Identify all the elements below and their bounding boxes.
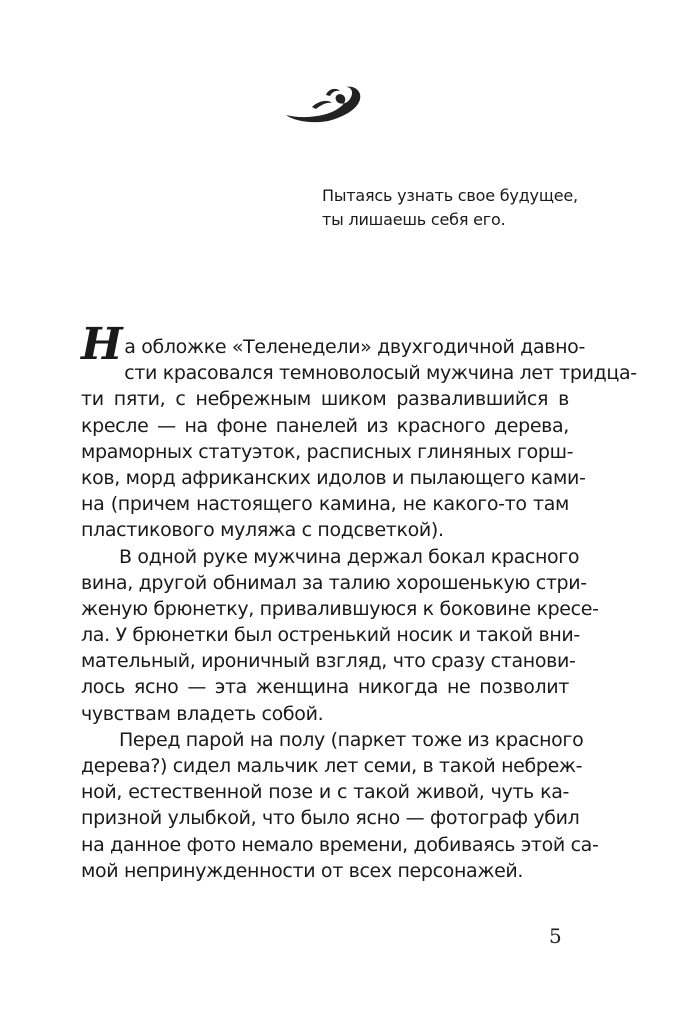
text-line: на данное фото немало времени, добиваясь этой са-: [81, 833, 599, 856]
text-line: ной, естественной позе и с такой живой, чуть ка-: [81, 781, 569, 804]
text-line: а обложке «Теленедели» двухгодичной давно-: [124, 336, 585, 358]
text-line: ков, морд африканских идолов и пылающего ками-: [81, 466, 586, 489]
chapter-body: [81, 319, 637, 884]
text-line: чувствам владеть собой.: [81, 702, 324, 725]
text-line: мательный, ироничный взгляд, что сразу станови-: [81, 650, 576, 673]
paragraph-1: [81, 319, 637, 544]
page-number: 5: [549, 924, 562, 948]
drop-cap: Н: [81, 319, 123, 370]
epigraph: [322, 184, 622, 232]
text-line: мраморных статуэток, расписных глиняных горш-: [81, 440, 574, 463]
text-line: призной улыбкой, что было ясно — фотограф убил: [81, 807, 580, 830]
text-line: ла. У брюнетки был остренький носик и такой вни-: [81, 624, 580, 647]
paragraph-2: [81, 544, 599, 727]
text-line: сти красовался темноволосый мужчина лет тридца-: [124, 362, 637, 385]
text-line: Перед парой на полу (паркет тоже из красного: [119, 728, 584, 751]
text-line: на (причем настоящего камина, не какого-то там: [81, 493, 569, 516]
text-line: кресле — на фоне панелей из красного дерева,: [81, 414, 569, 437]
swirl-ornament-icon: [282, 83, 364, 125]
text-line: женую брюнетку, привалившуюся к боковине кресе-: [81, 597, 599, 620]
text-line: дерева?) сидел мальчик лет семи, в такой небреж-: [81, 755, 583, 777]
paragraph-3: [81, 727, 599, 884]
epigraph-line: Пытаясь узнать свое будущее,: [322, 186, 578, 205]
text-line: ти пяти, с небрежным шиком развалившийся в: [81, 388, 569, 411]
text-line: мой непринужденности от всех персонажей.: [81, 859, 524, 882]
text-line: пластикового муляжа с подсветкой).: [81, 519, 444, 542]
text-line: вина, другой обнимал за талию хорошенькую стри-: [81, 571, 587, 594]
text-line: В одной руке мужчина держал бокал красного: [119, 545, 580, 568]
text-line: лось ясно — эта женщина никогда не позволит: [81, 676, 569, 699]
epigraph-line: ты лишаешь себя его.: [322, 210, 506, 229]
